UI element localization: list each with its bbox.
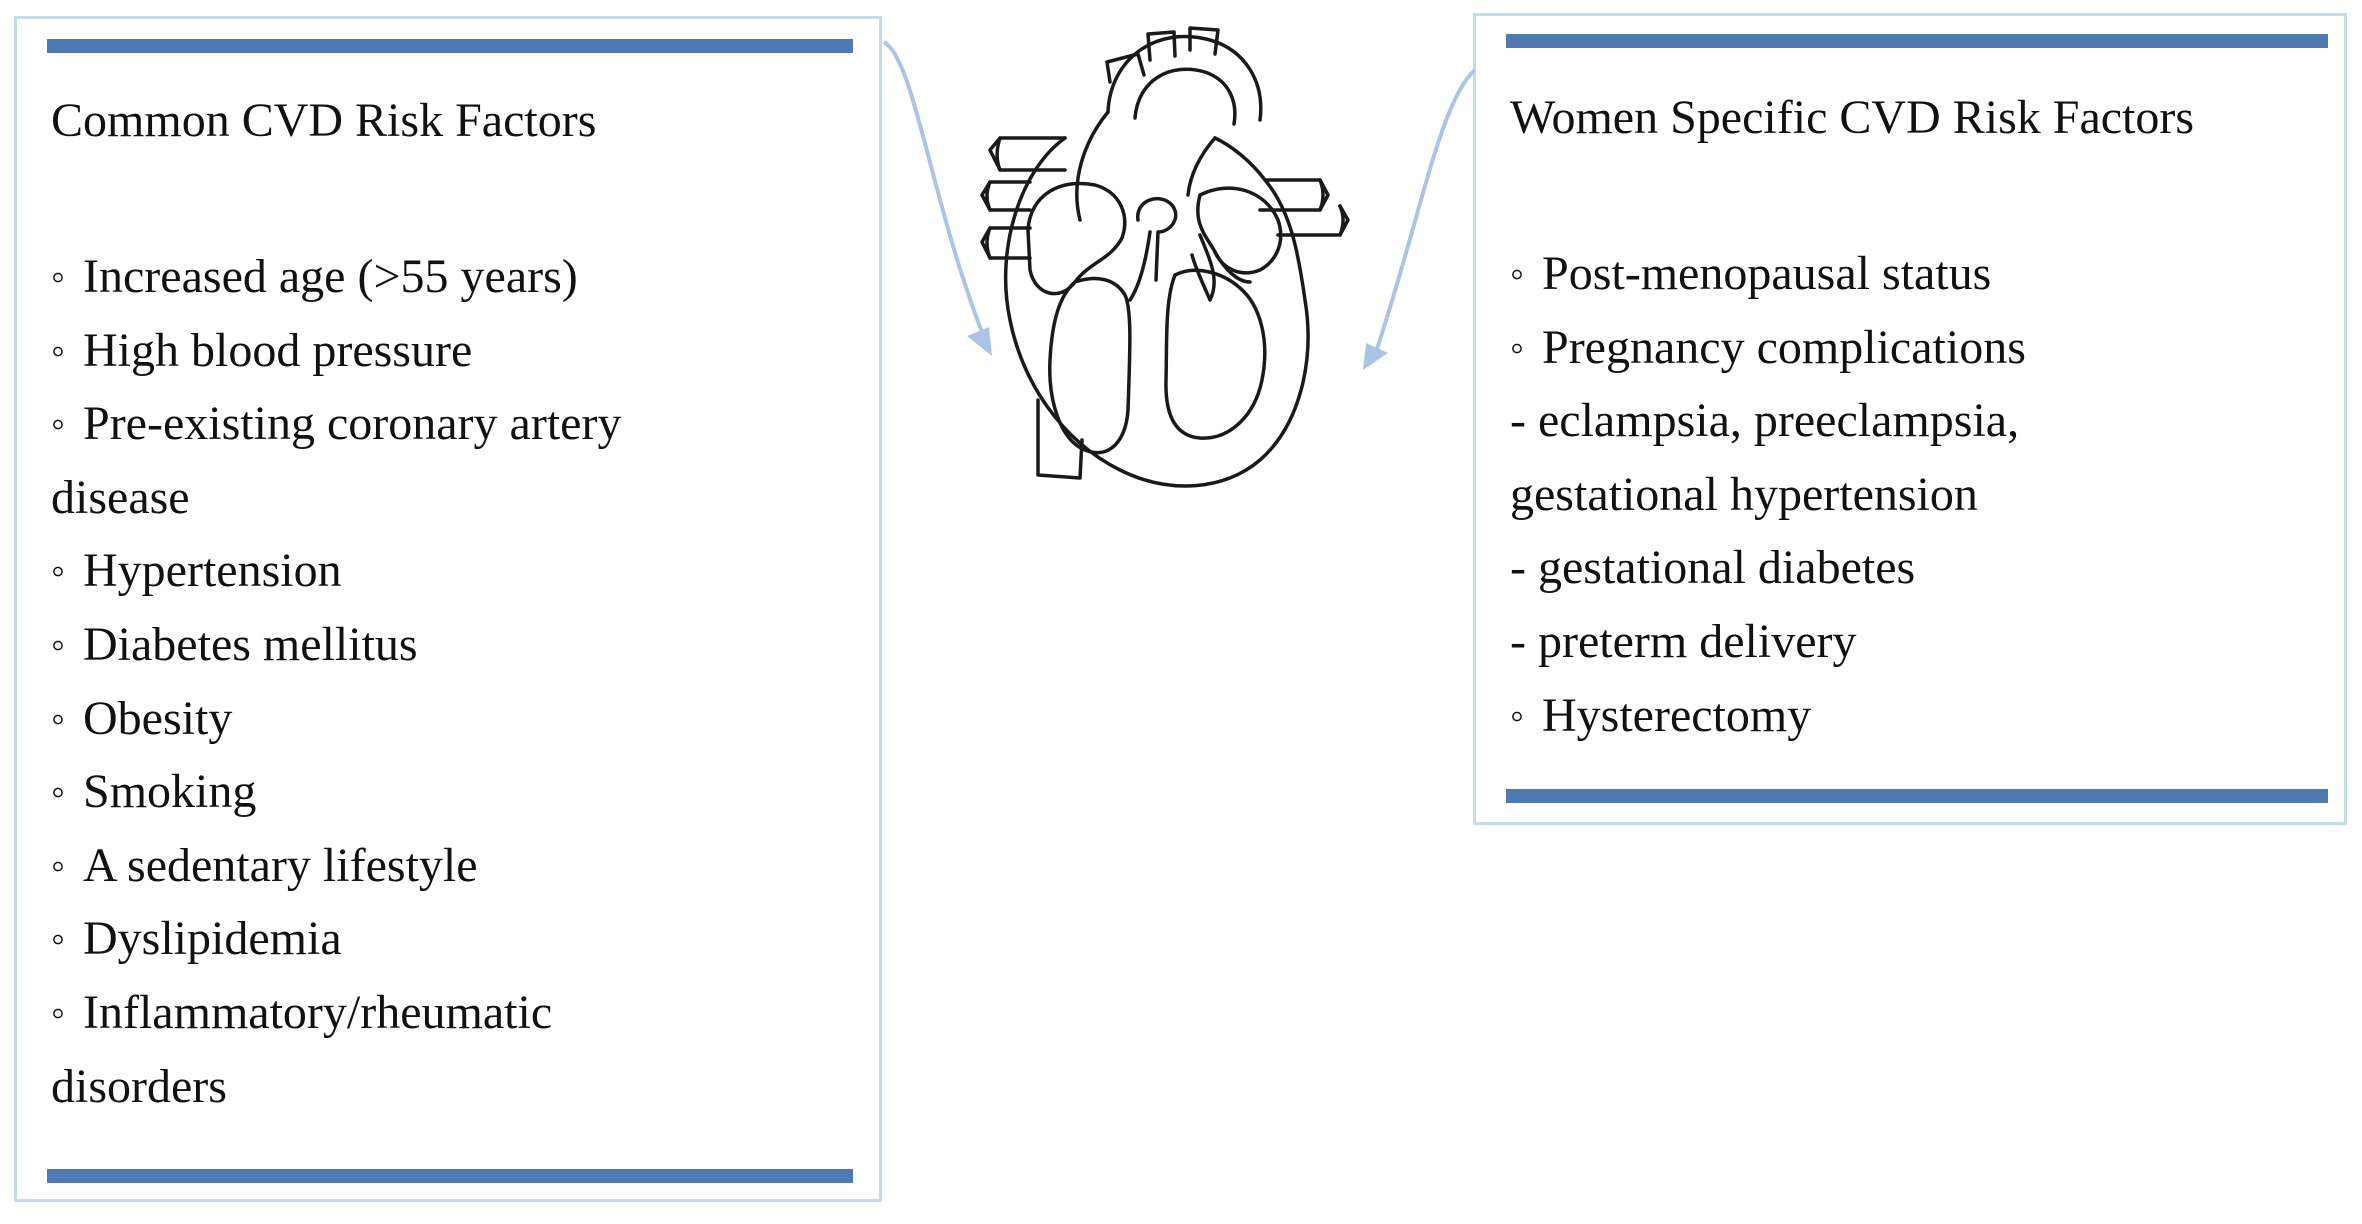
list-item: ◦ A sedentary lifestyle: [51, 829, 861, 903]
list-item: ◦ Hypertension: [51, 534, 861, 608]
list-item: ◦ Increased age (>55 years): [51, 240, 861, 314]
heart-anatomy-icon: [960, 20, 1380, 540]
list-item-continuation: disease: [51, 470, 190, 524]
bullet: ◦: [51, 254, 66, 299]
sub-item-continuation: gestational hypertension: [1510, 467, 1978, 521]
bullet: ◦: [51, 989, 66, 1035]
bullet: ◦: [51, 327, 66, 373]
list-item: ◦ Dyslipidemia: [51, 902, 861, 976]
bullet: ◦: [51, 842, 66, 888]
list-item: ◦ Pregnancy complications: [1510, 311, 2330, 385]
list-item-continuation: disorders: [51, 1059, 227, 1113]
box-bottom-bar: [1506, 789, 2328, 803]
bullet: ◦: [51, 916, 66, 962]
sub-item: - preterm delivery: [1510, 614, 1857, 668]
box-bottom-bar: [47, 1169, 853, 1183]
women-specific-risk-factors-list: [1510, 237, 2330, 752]
list-item: ◦ Hysterectomy: [1510, 679, 2330, 753]
sub-item: - gestational diabetes: [1510, 541, 1916, 595]
bullet: ◦: [1510, 324, 1525, 370]
sub-item: - eclampsia, preeclampsia,: [1510, 394, 2020, 448]
box-top-bar: [1506, 34, 2328, 48]
list-item: ◦ Smoking: [51, 755, 861, 829]
list-item: ◦ Post-menopausal status: [1510, 237, 2330, 311]
list-item: ◦ Pre-existing coronary artery: [51, 387, 861, 461]
list-item: ◦ Obesity: [51, 682, 861, 756]
bullet: ◦: [51, 769, 66, 815]
box-top-bar: [47, 39, 853, 53]
common-risk-factors-title: Common CVD Risk Factors: [51, 94, 597, 147]
bullet: ◦: [51, 695, 66, 741]
list-item: ◦ High blood pressure: [51, 314, 861, 388]
bullet: ◦: [51, 548, 66, 594]
list-item: ◦ Diabetes mellitus: [51, 608, 861, 682]
list-item: ◦ Inflammatory/rheumatic: [51, 976, 861, 1050]
women-specific-risk-factors-box: [1473, 13, 2347, 825]
women-specific-risk-factors-title: Women Specific CVD Risk Factors: [1510, 91, 2195, 144]
bullet: ◦: [1510, 251, 1525, 296]
right-connector-arrow: [1375, 70, 1475, 355]
bullet: ◦: [51, 621, 66, 667]
common-risk-factors-list: [51, 240, 861, 1123]
bullet: ◦: [1510, 692, 1525, 738]
common-risk-factors-box: [14, 16, 882, 1202]
bullet: ◦: [51, 401, 66, 447]
